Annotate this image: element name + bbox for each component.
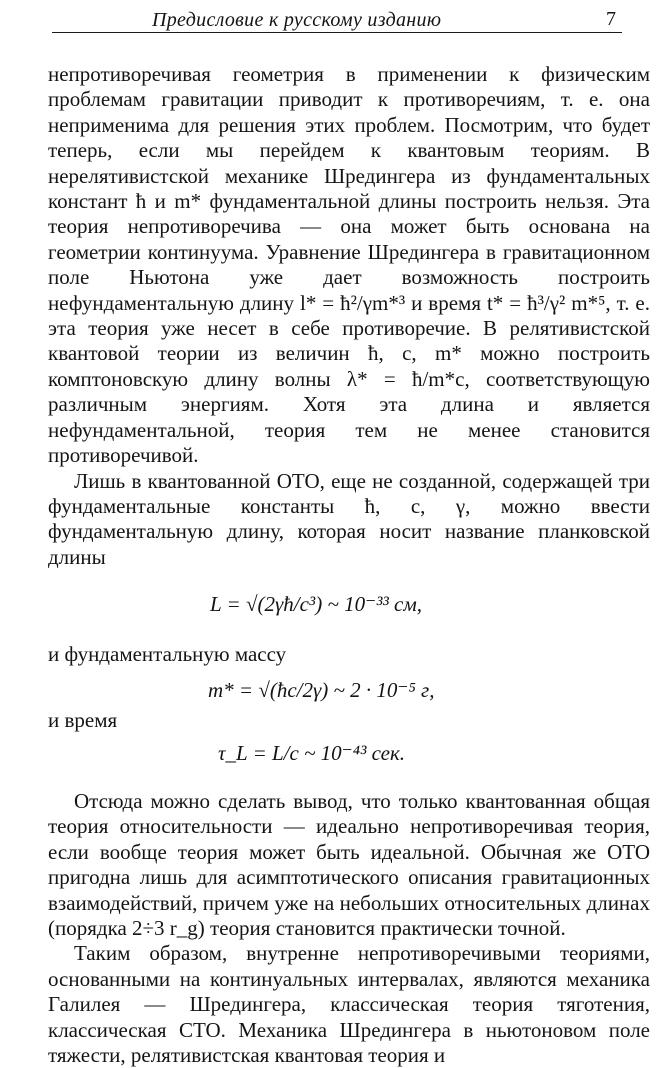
connector-and-time: и время bbox=[48, 707, 118, 732]
paragraph-conclusion: Отсюда можно сделать вывод, что только квантованная общая теория относительности — идеально непротиворечивая теория, если вообще теория может быть идеальной. Обычная же ОТО пригодна лишь для асимптотического описания гравитационных взаимодействий, причем уже на небольших относительных длинах (порядка 2÷3 r_g) теория становится практически точной. bbox=[48, 788, 650, 940]
running-title: Предисловие к русскому изданию bbox=[152, 9, 442, 31]
running-head bbox=[52, 6, 622, 33]
paragraph-consistent-theories: Таким образом, внутренне непротиворечивыми теориями, основанными на континуальных интервалах, являются механика Галилея — Шредингера, классическая теория тяготения, классическая СТО. Механика Шредингера в ньютоновом поле тяжести, релятивистская квантовая теория и bbox=[48, 941, 650, 1067]
formula-planck-time: τ_L = L/c ~ 10⁻⁴³ сек. bbox=[218, 740, 406, 765]
paragraph-planck-length-intro: Лишь в квантованной ОТО, еще не созданной, содержащей три фундаментальные константы ħ, c, γ, можно ввести фундаментальную длину, которая носит название планковской длины bbox=[48, 468, 650, 569]
paragraph-continuation: непротиворечивая геометрия в применении к физическим проблемам гравитации приводит к противоречиям, т. е. она неприменима для решения этих проблем. Посмотрим, что будет теперь, если мы перейдем к квантовым теориям. В нерелятивистской механике Шредингера из фундаментальных констант ħ и m* фундаментальной длины построить нельзя. Эта теория непротиворечива — она может быть основана на геометрии континуума. Уравнение Шредингера в гравитационном поле Ньютона уже дает возможность построить нефундаментальную длину l* = ħ²/γm*³ и время t* = ħ³/γ² m*⁵, т. е. эта теория уже несет в себе противоречие. В релятивистской квантовой теории из величин ħ, c, m* можно построить комптоновскую длину волны λ* = ħ/m*c, соответствующую различным энергиям. Хотя эта длина и является нефундаментальной, теория тем не менее становится противоречивой. bbox=[48, 62, 650, 468]
body-text bbox=[48, 62, 650, 1068]
connector-and-mass: и фундаментальную массу bbox=[48, 642, 287, 667]
page-number: 7 bbox=[606, 8, 616, 30]
formula-planck-mass: m* = √(ħc/2γ) ~ 2 · 10⁻⁵ г, bbox=[208, 677, 435, 702]
formula-planck-length: L = √(2γħ/c³) ~ 10⁻³³ см, bbox=[210, 592, 422, 617]
